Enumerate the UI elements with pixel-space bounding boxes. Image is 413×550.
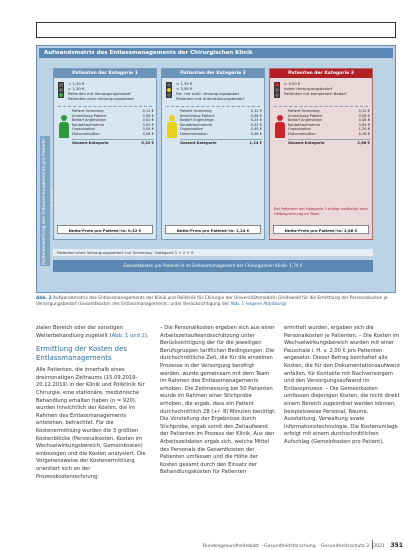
category-1-rows: Patient Screening 0,12 € Anmeldung Patient 0,08 € Bedarf Angehörige 0,00 € Kontaktaufnahme 0,00 € Organisation 0,04 € Dokumentation 0,08 € Gesamt Kategorie 0,32 € <box>72 109 154 145</box>
figure-title: Aufwandsmatrix des Entlassmanagements der Chirurgischen Klinik <box>39 48 393 58</box>
page-number: 351 <box>390 542 403 549</box>
figure-total-bar: Gesamtkosten pro Patient/-in im Entlassmanagement der Chirurgischen Klinik: 1,74 € <box>53 260 373 272</box>
paragraph: Alle Patienten, die innerhalb eines dreimonatigen Zeitraums (15.09.2019–20.12.2019) in der Klinik und Poliklinik für Chirurgie, eine stationäre, medizinische Behandlung erhalten haben (n = 920), wurden hinsichtlich der Kosten, die im Rahmen des Entlassmanagements entstehen, betrachtet. Für die Kostenermittlung wurden die 3 größten Kostenblöcke (Personalkosten, Kosten im Wechselwirkungsbereich, Gemeinkosten) einbezogen und die Kosten analysiert. Die Vorgehensweise der Kostenermittlung orientiert sich an der Prozesskostenrechnung: <box>36 367 146 480</box>
person-green-icon <box>58 115 70 139</box>
header-box <box>36 22 396 38</box>
figure-matrix <box>36 45 396 293</box>
category-2-column <box>161 68 265 240</box>
divider <box>58 106 152 107</box>
text-column-2 <box>160 325 276 477</box>
traffic-light-icon <box>166 82 172 98</box>
traffic-light-icon <box>58 82 64 98</box>
section-heading: Ermittlung der Kosten des Entlassmanagements <box>36 345 128 363</box>
figure-ref-link[interactable]: Abb. 1 und 2 <box>111 332 145 339</box>
person-red-icon <box>274 115 286 139</box>
category-2-head: Patienten der Kategorie 2 <box>162 69 264 78</box>
category-2-criteria: > 1,30 € < 3,50 € Pat. mit mittl. Versorgungsbedarf Patienten mit Unterstützungsbedarf <box>176 81 245 101</box>
caption-ref-link[interactable]: Abb. 1 (eigene Abbildung) <box>230 301 287 307</box>
person-yellow-icon <box>166 115 178 139</box>
category-3-rows: Patient Screening 0,12 € Anmeldung Patient 0,08 € Bedarf Angehörige 0,48 € Kontaktaufnahme 0,64 € Organisation 1,20 € Dokumentation 0,16 € Gesamt Kategorie 2,68 € <box>288 109 370 145</box>
traffic-light-icon <box>274 82 280 98</box>
divider <box>166 106 260 107</box>
text-column-3 <box>284 325 400 447</box>
category-2-cost: Netto-Preis pro Patient/-in: 1,24 € <box>165 225 261 234</box>
caption-text: Aufwandsmatrix des Entlassmanagements der Klinik und Poliklinik für Chirurgie der Universitätsmedizin Greifswald für die Ermittlung der Personalkosten je Versorgungsbedarf (Gesamtkosten des Entlassmanagements: unter Berücksichtigung der <box>36 296 388 307</box>
category-3-column <box>269 68 373 240</box>
category-3-criteria: > 3,50 € hoher Versorgungsbedarf Patienten mit komplexem Bedarf <box>284 81 347 96</box>
paragraph: ermittelt wurden, ergaben sich die Personalkosten je Patienten. – Die Kosten im Wechselwirkungsbereich wurden mit einer Pauschale i. H. v. 2,00 € pro Patienten angesetzt. Dieser Betrag beinhaltet alle Kosten, die für den Dokumentationsaufwand anfallen, für Kontakte mit Nachversorgern und den Versorgungsaufwand im Entlassprozess. – Die Gemeinkosten umfassen diejenigen Kosten, die nicht direkt einem Bereich zugeordnet werden können, beispielsweise Personal, Räume, Ausstattung, Verwaltung sowie Informationstechnologie. Die Kostenumlage erfolgt mit einem durchschnittlichen Aufschlag (Gemeinkosten pro Patient). <box>284 325 400 445</box>
figure-caption <box>36 296 396 307</box>
divider <box>274 106 368 107</box>
category-1-column <box>53 68 157 240</box>
journal-name: Bundesgesundheitsblatt – Gesundheitsforschung – Gesundheitsschutz 3 · 2021 <box>203 544 385 549</box>
category-1-head: Patienten der Kategorie 1 <box>54 69 156 78</box>
category-2-rows: Patient Screening 0,12 € Anmeldung Patient 0,08 € Bedarf Angehörige 0,24 € Kontaktaufnahme 0,32 € Organisation 0,40 € Dokumentation 0,08 € Gesamt Kategorie 1,24 € <box>180 109 262 145</box>
category-3-note: Bei Patienten der Kategorie 3 erfolgt zusätzlich eine Fallbesprechung im Team <box>274 207 368 216</box>
category-1-criteria: < 1,30 € > 1,30 € Patienten mit Versorgungsbedarf Patienten ohne Versorgungsbedarf <box>68 81 134 101</box>
category-3-cost: Netto-Preis pro Patient/-in: 2,68 € <box>273 225 369 234</box>
body-text <box>36 325 404 530</box>
category-1-cost: Netto-Preis pro Patient/-in: 0,32 € <box>57 225 153 234</box>
paragraph: – Die Personalkosten ergeben sich aus einer Arbeitszeitaufwandsschätzung unter Berücksichtigung der für die jeweiligen Berufsgruppen tariflichen Bedingungen. Die durchschnittliche Zeit, die für die einzelnen Prozesse in der Versorgung benötigt werden, wurde gemeinsam mit dem Team im Rahmen des Entlassmanagements erhoben. Die Zeitmessung bei 50 Patienten wurde im Rahmen einer Stichprobe erhoben, die ergab, dass ein Patient durchschnittlich 28 (+/- 8) Minuten benötigt. Die Vorstellung der Ergebnisse durch Stichprobe, ergab somit den Zeitaufwand der Patienten im Prozess der Klinik. Aus den Arbeitszeitdaten ergab sich, welche Mittel des Personals die Gesamtkosten der Patienten umfassen und die Höhe der Kosten gesamt durch den Einsatz der Behandlungskosten für Patienten <box>160 325 276 476</box>
page-footer <box>193 542 403 549</box>
category-3-head: Patienten der Kategorie 3 <box>270 69 372 78</box>
figure-summary-line: Patienten ohne Versorgungsbedarf: nur Screening · Kategorie 1 + 2 + 3 <box>53 249 373 256</box>
figure-side-label: Kostenbewertung des Entlassmanagements pro Patient/- <box>40 136 50 266</box>
caption-label: Abb. 2 <box>36 296 52 301</box>
text-column-1: zialen Bereich oder der sonstigen Weiterbehandlung zugeteilt (Abb. 1 und 2). Ermittlung der Kosten des Entlassmanagements Alle Patienten, die innerhalb eines dreimonatigen Zeitraums (15.09.2019–20.12.2019) in der Klinik und Poliklinik für Chirurgie, eine stationäre, medizinische Behandlung erhalten haben (n = 920), wurden hinsichtlich der Kosten, die im Rahmen des Entlassmanagements entstehen, betrachtet. Für die Kostenermittlung wurden die 3 größten Kostenblöcke (Personalkosten, Kosten im Wechselwirkungsbereich, Gemeinkosten) einbezogen und die Kosten analysiert. Die Vorgehensweise der Kostenermittlung orientiert sich an der Prozesskostenrechnung: <box>36 325 152 481</box>
